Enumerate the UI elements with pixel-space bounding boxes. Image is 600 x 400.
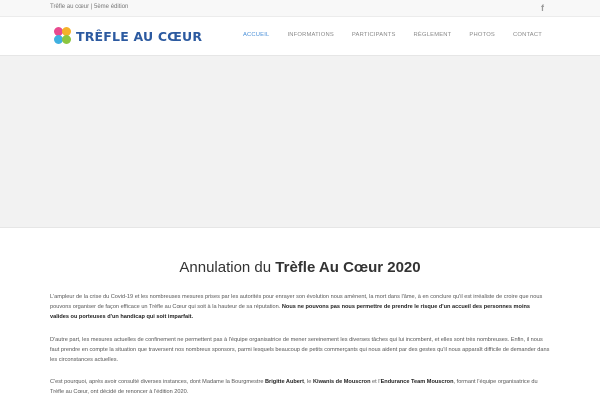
logo-text: TRÊFLE AU CŒUR bbox=[76, 28, 203, 44]
site-header bbox=[0, 17, 600, 56]
p3-b1: Brigitte Aubert bbox=[265, 379, 304, 386]
nav-accueil[interactable]: ACCUEIL bbox=[242, 32, 270, 38]
nav-informations[interactable]: INFORMATIONS bbox=[287, 32, 334, 38]
nav-contact[interactable]: CONTACT bbox=[513, 32, 542, 38]
p3-c: , le bbox=[303, 379, 312, 386]
p3-e: , formant l'équipe organisatrice du Trèfle au Cœur, ont décidé de renoncer à l'édition 2020. bbox=[50, 379, 538, 396]
site-tagline: Trêfle au cœur | 5ème édition bbox=[50, 4, 129, 10]
paragraph-2: D'autre part, les mesures actuelles de confinement ne permettent pas à l'équipe organisatrice de mener sereinement les diverses tâches qui lui incombent, et elles sont très nombreuses. Enfin, il nous faut prendre en compte la situation que traversent nos nombreux sponsors, parmi lesquels beaucoup de petits commerçants qui nous aident par des gestes qu'il nous apparaît difficile de demander dans les circonstances actuelles. bbox=[50, 336, 550, 364]
paragraph-3 bbox=[50, 377, 550, 397]
nav-reglement[interactable]: RÈGLEMENT bbox=[413, 32, 452, 38]
p3-b3: Endurance Team Mouscron bbox=[380, 379, 454, 386]
page-title bbox=[50, 259, 550, 276]
paragraph-1-text: L'ampleur de la crise du Covid-19 et les nombreuses mesures prises par les autorités pour enrayer son évolution nous amènent, la mort dans l'âme, à en conclure qu'il est irréaliste de croire que nous pouvons organiser de façon efficace un Trèfle au Cœur qui soit à la hauteur de sa réputation. bbox=[50, 294, 543, 311]
title-bold: Trèfle Au Cœur 2020 bbox=[275, 259, 421, 276]
top-bar bbox=[0, 0, 600, 17]
site-logo[interactable] bbox=[52, 26, 202, 46]
p3-a: C'est pourquoi, après avoir consulté diverses instances, dont Madame la Bourgmestre bbox=[50, 379, 264, 386]
paragraph-1-bold: Nous ne pouvons pas nous permettre de prendre le risque d'un accueil des personnes moins valides ou porteuses d'un handicap qui soit imparfait. bbox=[50, 304, 531, 321]
title-prefix: Annulation du bbox=[179, 259, 272, 276]
p3-b2: Kiwanis de Mouscron bbox=[312, 379, 371, 386]
p3-d: et l' bbox=[372, 379, 381, 386]
paragraph-1 bbox=[50, 292, 550, 323]
nav-photos[interactable]: PHOTOS bbox=[469, 32, 495, 38]
main-content bbox=[0, 259, 600, 398]
nav-participants[interactable]: PARTICIPANTS bbox=[351, 32, 396, 38]
hero-banner bbox=[0, 56, 600, 228]
clover-logo-icon bbox=[52, 26, 72, 46]
facebook-icon[interactable]: f bbox=[541, 3, 544, 13]
main-nav bbox=[225, 32, 542, 38]
